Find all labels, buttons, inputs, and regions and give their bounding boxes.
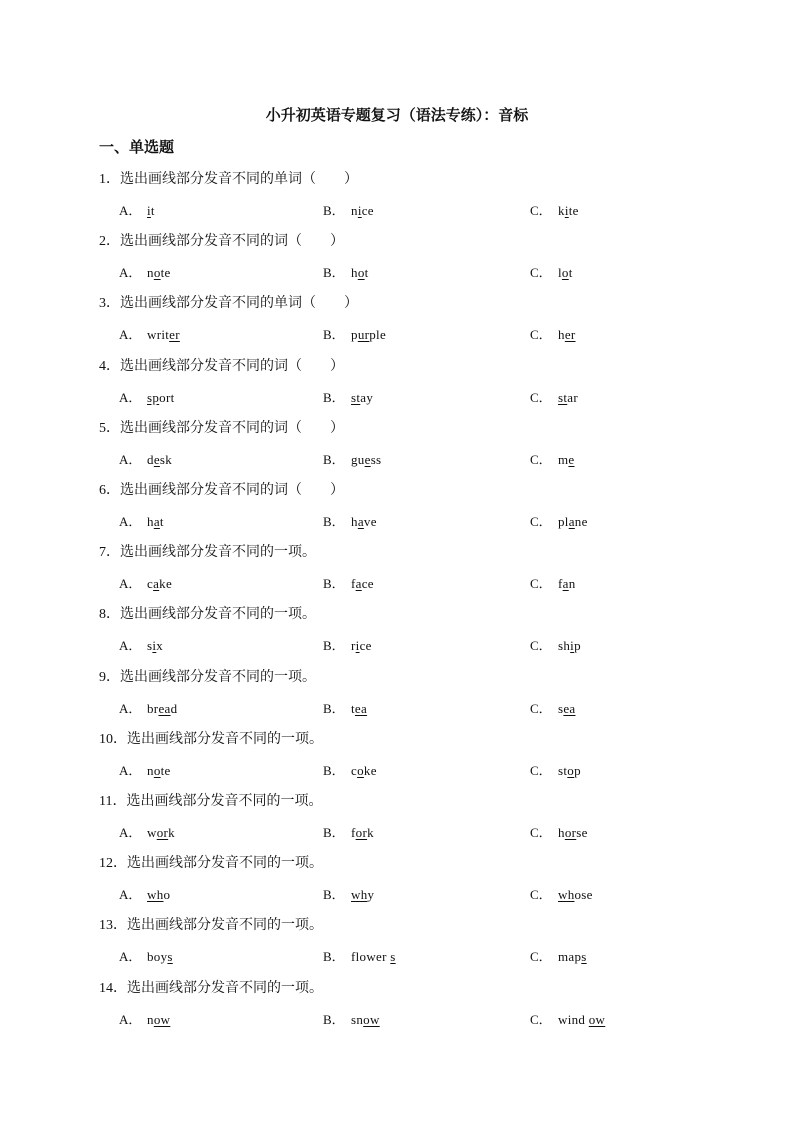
answer-option-c[interactable] <box>530 511 588 530</box>
word-prefix: boy <box>147 949 168 964</box>
option-row <box>0 449 794 469</box>
word-prefix: sn <box>351 1012 364 1027</box>
underlined-letters: i <box>152 638 157 653</box>
option-label: A． <box>119 701 142 716</box>
underlined-letters: ow <box>363 1012 380 1027</box>
option-label: C． <box>530 327 552 342</box>
word-suffix: sk <box>159 452 173 467</box>
option-word <box>147 825 175 840</box>
option-word <box>147 327 180 342</box>
answer-option-c[interactable] <box>530 822 588 841</box>
option-label: B． <box>323 452 345 467</box>
answer-option-a[interactable] <box>119 511 164 530</box>
option-row <box>0 946 794 966</box>
word-prefix: n <box>147 1012 154 1027</box>
question-number: 14． <box>99 981 127 996</box>
word-suffix: t <box>364 265 369 280</box>
underlined-letters: o <box>357 763 364 778</box>
underlined-letters: i <box>355 638 360 653</box>
word-prefix: l <box>558 265 562 280</box>
underlined-letters: or <box>564 825 577 840</box>
word-prefix: sh <box>558 638 571 653</box>
option-label: C． <box>530 825 552 840</box>
underlined-letters: i <box>570 638 575 653</box>
word-suffix: t <box>159 514 164 529</box>
answer-option-a[interactable] <box>119 884 170 903</box>
option-label: B． <box>323 203 345 218</box>
option-word <box>351 825 374 840</box>
question-stem <box>99 977 323 997</box>
option-label: A． <box>119 1012 142 1027</box>
word-prefix: writ <box>147 327 170 342</box>
option-label: B． <box>323 576 345 591</box>
answer-option-a[interactable] <box>119 822 175 841</box>
underlined-letters: wh <box>351 887 368 902</box>
underlined-letters: a <box>568 514 575 529</box>
option-word <box>351 638 372 653</box>
answer-option-b[interactable] <box>323 760 377 779</box>
word-prefix: map <box>558 949 582 964</box>
underlined-letters: er <box>564 327 576 342</box>
option-word <box>147 887 170 902</box>
word-suffix: ort <box>159 390 175 405</box>
answer-option-a[interactable] <box>119 449 172 468</box>
word-suffix: ar <box>567 390 578 405</box>
word-prefix: n <box>147 763 154 778</box>
question-text: 选出画线部分发音不同的一项。 <box>120 544 316 560</box>
option-row <box>0 698 794 718</box>
option-word <box>351 452 381 467</box>
option-row <box>0 1009 794 1029</box>
underlined-letters: i <box>357 203 362 218</box>
word-prefix: s <box>147 638 153 653</box>
underlined-letters: ea <box>354 701 368 716</box>
word-prefix: f <box>558 576 563 591</box>
word-prefix: h <box>558 327 565 342</box>
option-word <box>558 949 587 964</box>
option-label: A． <box>119 203 142 218</box>
answer-option-b[interactable] <box>323 884 374 903</box>
option-label: A． <box>119 390 142 405</box>
answer-option-c[interactable] <box>530 946 587 965</box>
option-label: A． <box>119 949 142 964</box>
answer-option-a[interactable] <box>119 760 171 779</box>
option-row <box>0 573 794 593</box>
underlined-letters: i <box>147 203 151 218</box>
word-suffix: p <box>574 763 581 778</box>
word-suffix: ss <box>370 452 382 467</box>
question-text: 选出画线部分发音不同的一项。 <box>127 855 323 871</box>
option-label: B． <box>323 265 345 280</box>
answer-option-c[interactable] <box>530 698 576 717</box>
answer-option-a[interactable] <box>119 262 171 281</box>
question-stem <box>99 479 344 499</box>
question-text: 选出画线部分发音不同的单词（ ） <box>120 171 358 187</box>
page-title: 小升初英语专题复习（语法专练）：音标 <box>265 106 529 124</box>
underlined-letters: e <box>364 452 371 467</box>
question-text: 选出画线部分发音不同的一项。 <box>120 669 316 685</box>
answer-option-c[interactable] <box>530 1009 605 1028</box>
answer-option-a[interactable] <box>119 387 175 406</box>
question-text: 选出画线部分发音不同的一项。 <box>127 917 323 933</box>
question-number: 9． <box>99 670 120 685</box>
option-row <box>0 387 794 407</box>
word-suffix: d <box>170 701 178 716</box>
underlined-letters: sp <box>147 390 160 405</box>
underlined-letters: s <box>390 949 396 964</box>
underlined-letters: a <box>153 514 160 529</box>
word-prefix: flower <box>351 949 391 964</box>
question-stem <box>99 541 316 561</box>
option-word <box>147 390 175 405</box>
option-label: C． <box>530 638 552 653</box>
answer-option-a[interactable] <box>119 324 180 343</box>
word-suffix: ve <box>363 514 377 529</box>
option-label: B． <box>323 701 345 716</box>
option-word <box>558 1012 605 1027</box>
question-stem <box>99 790 322 810</box>
answer-option-b[interactable] <box>323 387 373 406</box>
word-suffix: ay <box>360 390 374 405</box>
answer-option-c[interactable] <box>530 449 575 468</box>
answer-option-c[interactable] <box>530 324 576 343</box>
word-prefix: st <box>558 763 568 778</box>
word-suffix: te <box>568 203 579 218</box>
option-label: A． <box>119 265 142 280</box>
answer-option-c[interactable] <box>530 573 576 592</box>
option-row <box>0 884 794 904</box>
option-label: A． <box>119 638 142 653</box>
underlined-letters: o <box>567 763 575 778</box>
question-stem <box>99 603 316 623</box>
underlined-letters: ea <box>563 701 576 716</box>
word-suffix: te <box>160 265 171 280</box>
answer-option-a[interactable] <box>119 698 177 717</box>
word-prefix: r <box>351 638 356 653</box>
word-prefix: h <box>558 825 565 840</box>
option-label: B． <box>323 514 345 529</box>
answer-option-c[interactable] <box>530 387 578 406</box>
option-word <box>558 327 576 342</box>
word-suffix: ce <box>361 576 374 591</box>
word-suffix: ple <box>369 327 387 342</box>
underlined-letters: or <box>355 825 368 840</box>
option-word <box>351 949 396 964</box>
question-stem <box>99 852 323 872</box>
option-label: A． <box>119 452 142 467</box>
answer-option-a[interactable] <box>119 200 155 219</box>
question-text: 选出画线部分发音不同的词（ ） <box>120 420 344 436</box>
question-stem <box>99 728 323 748</box>
option-word <box>351 327 386 342</box>
question-number: 1． <box>99 172 120 187</box>
question-stem <box>99 417 344 437</box>
option-row <box>0 324 794 344</box>
option-label: C． <box>530 265 552 280</box>
question-number: 13． <box>99 918 127 933</box>
word-suffix: t <box>150 203 155 218</box>
question-text: 选出画线部分发音不同的词（ ） <box>120 482 344 498</box>
word-prefix: pl <box>558 514 569 529</box>
word-prefix: h <box>351 514 358 529</box>
option-label: A． <box>119 763 142 778</box>
question-number: 5． <box>99 421 120 436</box>
word-prefix: n <box>147 265 154 280</box>
option-label: B． <box>323 763 345 778</box>
word-suffix: t <box>568 265 573 280</box>
option-label: B． <box>323 1012 345 1027</box>
option-label: B． <box>323 887 345 902</box>
underlined-letters: o <box>357 265 365 280</box>
word-suffix: ke <box>363 763 377 778</box>
option-label: C． <box>530 576 552 591</box>
question-text: 选出画线部分发音不同的一项。 <box>127 731 323 747</box>
answer-option-b[interactable] <box>323 511 377 530</box>
option-word <box>351 265 369 280</box>
underlined-letters: ea <box>158 701 171 716</box>
word-prefix: d <box>147 452 154 467</box>
underlined-letters: wh <box>147 887 164 902</box>
question-stem <box>99 230 344 250</box>
answer-option-c[interactable] <box>530 200 579 219</box>
option-label: B． <box>323 327 345 342</box>
answer-option-c[interactable] <box>530 635 581 654</box>
answer-option-a[interactable] <box>119 1009 170 1028</box>
option-label: B． <box>323 638 345 653</box>
answer-option-b[interactable] <box>323 324 386 343</box>
question-number: 3． <box>99 296 120 311</box>
word-suffix: te <box>160 763 171 778</box>
word-suffix: ce <box>359 638 372 653</box>
word-suffix: ce <box>361 203 374 218</box>
option-word <box>351 763 377 778</box>
option-word <box>558 390 578 405</box>
option-label: A． <box>119 514 142 529</box>
word-prefix: w <box>147 825 157 840</box>
option-word <box>147 701 177 716</box>
question-text: 选出画线部分发音不同的一项。 <box>126 793 323 809</box>
answer-option-b[interactable] <box>323 449 381 468</box>
word-suffix: k <box>367 825 374 840</box>
answer-option-b[interactable] <box>323 1009 380 1028</box>
option-word <box>351 514 377 529</box>
option-row <box>0 262 794 282</box>
question-number: 11． <box>99 794 127 809</box>
answer-option-b[interactable] <box>323 946 396 965</box>
option-word <box>147 576 172 591</box>
question-number: 7． <box>99 545 120 560</box>
word-prefix: m <box>558 452 569 467</box>
option-word <box>351 1012 380 1027</box>
answer-option-c[interactable] <box>530 262 573 281</box>
question-number: 8． <box>99 607 120 622</box>
question-number: 2． <box>99 234 120 249</box>
option-label: C． <box>530 452 552 467</box>
underlined-letters: or <box>156 825 169 840</box>
underlined-letters: a <box>357 514 364 529</box>
underlined-letters: s <box>167 949 173 964</box>
answer-option-c[interactable] <box>530 760 581 779</box>
underlined-letters: s <box>581 949 587 964</box>
option-label: B． <box>323 949 345 964</box>
option-word <box>558 452 575 467</box>
option-word <box>147 203 155 218</box>
question-text: 选出画线部分发音不同的词（ ） <box>120 358 344 374</box>
word-prefix: wind <box>558 1012 589 1027</box>
question-text: 选出画线部分发音不同的词（ ） <box>120 233 344 249</box>
question-number: 10． <box>99 732 127 747</box>
underlined-letters: a <box>153 576 160 591</box>
word-prefix: c <box>147 576 154 591</box>
word-prefix: c <box>351 763 358 778</box>
option-row <box>0 511 794 531</box>
option-word <box>351 887 374 902</box>
underlined-letters: i <box>564 203 569 218</box>
option-word <box>351 203 374 218</box>
underlined-letters: e <box>153 452 160 467</box>
answer-option-a[interactable] <box>119 573 172 592</box>
underlined-letters: er <box>169 327 180 342</box>
option-label: A． <box>119 825 142 840</box>
option-word <box>147 949 173 964</box>
option-label: C． <box>530 949 552 964</box>
option-word <box>147 763 171 778</box>
word-prefix: p <box>351 327 358 342</box>
question-number: 6． <box>99 483 120 498</box>
question-text: 选出画线部分发音不同的一项。 <box>120 606 316 622</box>
answer-option-b[interactable] <box>323 698 367 717</box>
word-prefix: f <box>351 825 356 840</box>
option-word <box>351 576 374 591</box>
option-word <box>558 638 581 653</box>
option-word <box>558 576 576 591</box>
word-prefix: s <box>558 701 564 716</box>
option-label: A． <box>119 576 142 591</box>
option-label: C． <box>530 763 552 778</box>
underlined-letters: wh <box>558 887 575 902</box>
underlined-letters: ow <box>153 1012 171 1027</box>
underlined-letters: st <box>351 390 361 405</box>
word-suffix: x <box>156 638 164 653</box>
word-prefix: t <box>351 701 355 716</box>
option-label: B． <box>323 390 345 405</box>
word-prefix: k <box>558 203 565 218</box>
question-stem <box>99 666 316 686</box>
option-word <box>558 825 588 840</box>
option-label: C． <box>530 887 552 902</box>
answer-option-a[interactable] <box>119 946 173 965</box>
question-stem <box>99 168 358 188</box>
option-word <box>147 514 164 529</box>
word-prefix: gu <box>351 452 365 467</box>
underlined-letters: ur <box>357 327 370 342</box>
underlined-letters: o <box>153 265 161 280</box>
option-word <box>558 203 579 218</box>
word-suffix: ke <box>159 576 173 591</box>
option-row <box>0 635 794 655</box>
question-text: 选出画线部分发音不同的单词（ ） <box>120 295 358 311</box>
word-prefix: h <box>147 514 154 529</box>
word-suffix: ne <box>574 514 588 529</box>
word-prefix: h <box>351 265 358 280</box>
question-stem <box>99 914 323 934</box>
option-label: C． <box>530 1012 552 1027</box>
option-word <box>147 265 171 280</box>
option-label: C． <box>530 514 552 529</box>
option-word <box>147 1012 170 1027</box>
underlined-letters: st <box>558 390 568 405</box>
option-word <box>558 265 573 280</box>
section-heading: 一、单选题 <box>99 138 175 156</box>
answer-option-b[interactable] <box>323 262 369 281</box>
answer-option-a[interactable] <box>119 635 163 654</box>
option-word <box>147 452 172 467</box>
word-prefix: f <box>351 576 356 591</box>
underlined-letters: ow <box>588 1012 606 1027</box>
underlined-letters: e <box>568 452 575 467</box>
word-suffix: p <box>574 638 581 653</box>
question-stem <box>99 355 344 375</box>
question-number: 12． <box>99 856 127 871</box>
answer-option-c[interactable] <box>530 884 593 903</box>
word-suffix: o <box>163 887 171 902</box>
option-word <box>558 763 581 778</box>
word-suffix: se <box>576 825 588 840</box>
option-word <box>351 390 373 405</box>
option-label: A． <box>119 887 142 902</box>
word-prefix: n <box>351 203 358 218</box>
option-word <box>351 701 367 716</box>
question-number: 4． <box>99 359 120 374</box>
answer-option-b[interactable] <box>323 573 374 592</box>
underlined-letters: o <box>561 265 569 280</box>
question-text: 选出画线部分发音不同的一项。 <box>127 980 323 996</box>
option-label: C． <box>530 701 552 716</box>
question-stem <box>99 292 358 312</box>
option-label: B． <box>323 825 345 840</box>
option-row <box>0 822 794 842</box>
option-row <box>0 200 794 220</box>
option-word <box>558 887 593 902</box>
word-suffix: ose <box>574 887 593 902</box>
underlined-letters: o <box>153 763 161 778</box>
answer-option-b[interactable] <box>323 635 372 654</box>
option-word <box>558 514 588 529</box>
answer-option-b[interactable] <box>323 200 374 219</box>
option-label: C． <box>530 203 552 218</box>
option-label: C． <box>530 390 552 405</box>
option-row <box>0 760 794 780</box>
option-word <box>558 701 576 716</box>
option-word <box>147 638 163 653</box>
word-suffix: y <box>367 887 375 902</box>
word-suffix: n <box>568 576 576 591</box>
underlined-letters: a <box>562 576 569 591</box>
word-prefix: br <box>147 701 159 716</box>
answer-option-b[interactable] <box>323 822 374 841</box>
option-label: A． <box>119 327 142 342</box>
word-suffix: k <box>168 825 175 840</box>
underlined-letters: a <box>355 576 362 591</box>
